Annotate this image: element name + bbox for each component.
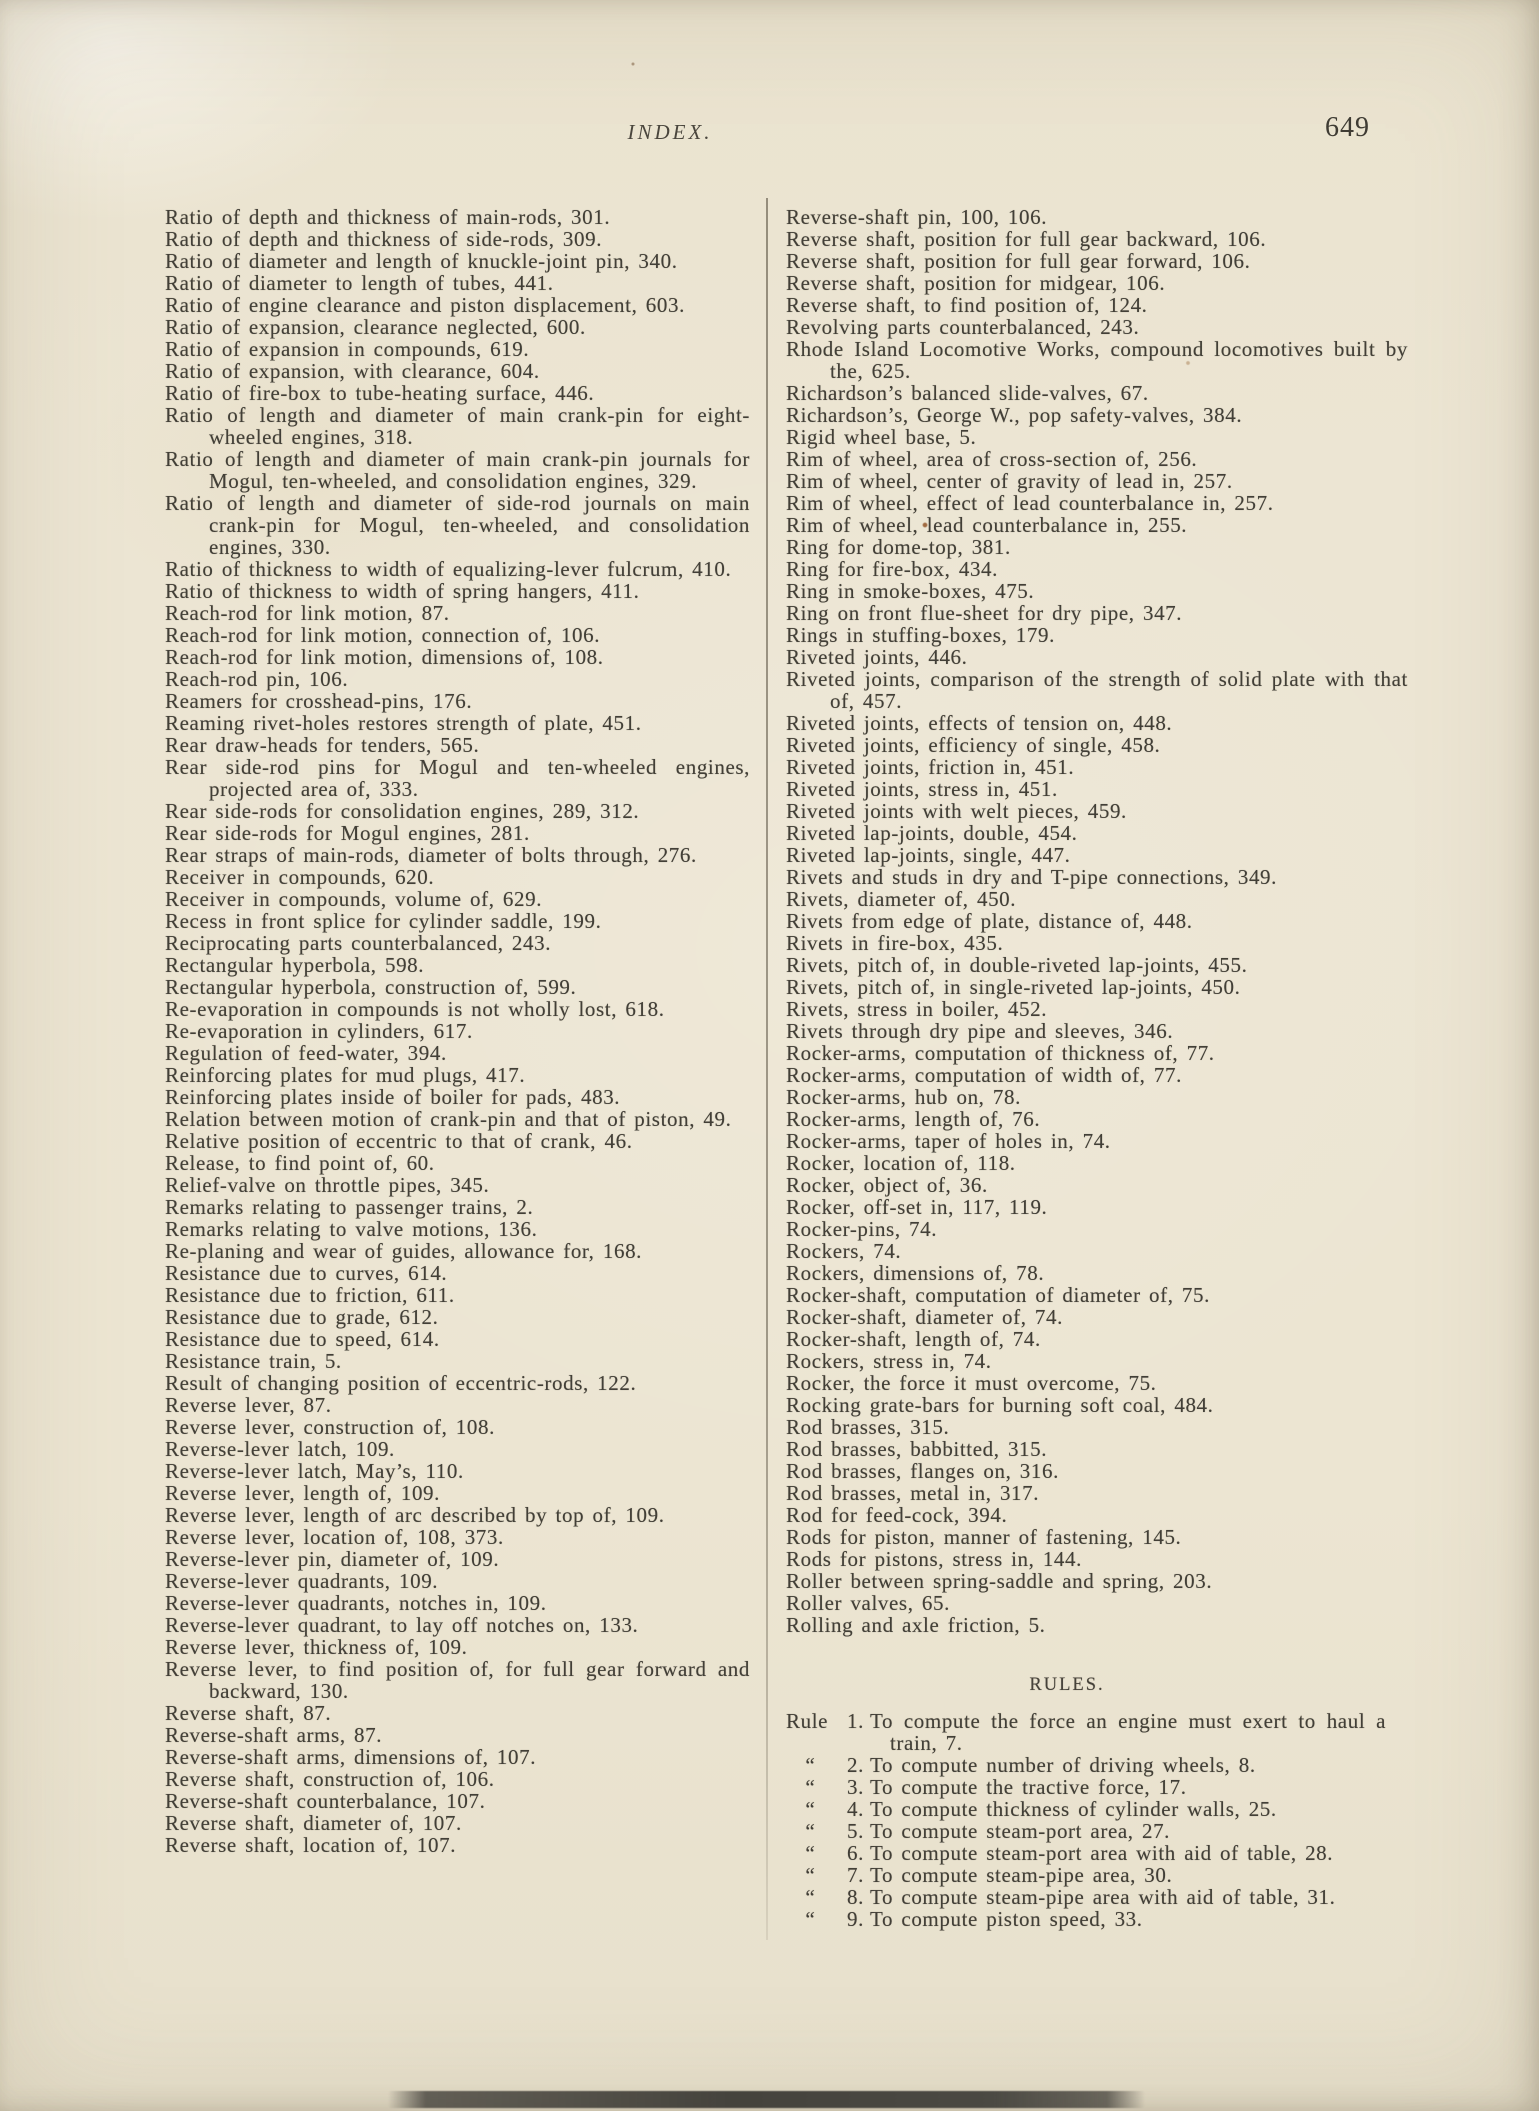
index-entry: Ratio of length and diameter of main crank-pin journals for Mogul, ten-wheeled, and consolidation engines, 329. — [165, 447, 750, 493]
index-entry: Rim of wheel, effect of lead counterbalance in, 257. — [786, 491, 1274, 515]
index-entry: Rear straps of main-rods, diameter of bolts through, 276. — [165, 843, 697, 867]
index-entry: Resistance train, 5. — [165, 1349, 342, 1373]
index-entry: Ratio of depth and thickness of side-rods, 309. — [165, 227, 603, 251]
index-entry: Reverse-lever quadrants, 109. — [165, 1569, 439, 1593]
index-entry: Reverse lever, 87. — [165, 1393, 332, 1417]
index-entry: Rhode Island Locomotive Works, compound locomotives built by the, 625. — [786, 337, 1408, 383]
index-entry: Riveted joints, friction in, 451. — [786, 755, 1075, 779]
index-entry: Rod for feed-cock, 394. — [786, 1503, 1008, 1527]
index-entry: Reverse-shaft pin, 100, 106. — [786, 205, 1048, 229]
running-head: INDEX. — [627, 120, 713, 144]
index-entry: Riveted joints, 446. — [786, 645, 968, 669]
index-entry: Ratio of expansion, with clearance, 604. — [165, 359, 540, 383]
rule-item — [786, 1864, 1386, 1886]
rule-item — [786, 1842, 1386, 1864]
index-entry: Riveted joints, stress in, 451. — [786, 777, 1058, 801]
index-entry: Reverse shaft, position for full gear backward, 106. — [786, 227, 1267, 251]
index-entry: Resistance due to friction, 611. — [165, 1283, 455, 1307]
index-entry: Ratio of engine clearance and piston displacement, 603. — [165, 293, 685, 317]
ditto-mark: “ — [805, 1863, 813, 1887]
index-entry: Rivets, stress in boiler, 452. — [786, 997, 1048, 1021]
index-entry: Relief-valve on throttle pipes, 345. — [165, 1173, 490, 1197]
rule-item — [786, 1754, 1386, 1776]
index-entry: Rocker-arms, taper of holes in, 74. — [786, 1129, 1111, 1153]
index-entry: Rockers, stress in, 74. — [786, 1349, 992, 1373]
index-entry: Reverse shaft, position for full gear forward, 106. — [786, 249, 1251, 273]
index-entry: Ratio of expansion, clearance neglected, 600. — [165, 315, 586, 339]
index-entry: Rim of wheel, center of gravity of lead in, 257. — [786, 469, 1233, 493]
index-entry: Reverse shaft, position for midgear, 106. — [786, 271, 1166, 295]
index-entry: Reverse lever, thickness of, 109. — [165, 1635, 468, 1659]
index-entry: Rivets, pitch of, in double-riveted lap-joints, 455. — [786, 953, 1248, 977]
index-entry: Rings in stuffing-boxes, 179. — [786, 623, 1055, 647]
index-entry: Rocking grate-bars for burning soft coal, 484. — [786, 1393, 1214, 1417]
rule-text: To compute steam-port area with aid of table, 28. — [870, 1841, 1334, 1865]
page-number: 649 — [1325, 112, 1370, 143]
index-entry: Reverse-shaft arms, dimensions of, 107. — [165, 1745, 537, 1769]
index-entry: Rods for pistons, stress in, 144. — [786, 1547, 1082, 1571]
index-entry: Riveted joints with welt pieces, 459. — [786, 799, 1127, 823]
rule-item — [786, 1798, 1386, 1820]
index-entry: Rocker, location of, 118. — [786, 1151, 1016, 1175]
index-entry: Rocker, object of, 36. — [786, 1173, 988, 1197]
rule-number: 4. — [847, 1797, 864, 1821]
index-entry: Rocker-shaft, computation of diameter of, 75. — [786, 1283, 1210, 1307]
index-entry: Rivets and studs in dry and T-pipe connections, 349. — [786, 865, 1277, 889]
index-entry: Reach-rod for link motion, dimensions of, 108. — [165, 645, 604, 669]
index-entry: Roller between spring-saddle and spring, 203. — [786, 1569, 1213, 1593]
rule-text: To compute steam-pipe area, 30. — [870, 1863, 1173, 1887]
index-entry: Remarks relating to passenger trains, 2. — [165, 1195, 534, 1219]
index-entry: Reamers for crosshead-pins, 176. — [165, 689, 473, 713]
index-entry: Rectangular hyperbola, 598. — [165, 953, 425, 977]
rule-text: To compute thickness of cylinder walls, 25. — [870, 1797, 1277, 1821]
index-entry: Rocker-arms, hub on, 78. — [786, 1085, 1021, 1109]
index-column-right — [786, 206, 1408, 1930]
index-entry: Reverse shaft, diameter of, 107. — [165, 1811, 462, 1835]
index-entry: Reverse-lever latch, 109. — [165, 1437, 395, 1461]
rules-heading: RULES. — [1029, 1675, 1105, 1695]
index-entry: Release, to find point of, 60. — [165, 1151, 435, 1175]
index-entry: Reverse-lever pin, diameter of, 109. — [165, 1547, 500, 1571]
index-entry: Reverse lever, length of, 109. — [165, 1481, 440, 1505]
column-divider-rule — [766, 198, 768, 1940]
rule-item — [786, 1908, 1386, 1930]
index-entry: Reverse shaft, to find position of, 124. — [786, 293, 1148, 317]
rule-number: 1. — [847, 1709, 864, 1733]
index-entry: Rocker, the force it must overcome, 75. — [786, 1371, 1157, 1395]
index-entry: Ring for dome-top, 381. — [786, 535, 1011, 559]
index-entry: Rolling and axle friction, 5. — [786, 1613, 1046, 1637]
rule-text: To compute the force an engine must exert to haul a train, 7. — [870, 1709, 1386, 1755]
rule-item — [786, 1710, 1386, 1754]
index-entry: Reverse-lever latch, May’s, 110. — [165, 1459, 464, 1483]
index-entry: Rear side-rods for consolidation engines, 289, 312. — [165, 799, 640, 823]
index-entry: Ring on front flue-sheet for dry pipe, 347. — [786, 601, 1183, 625]
index-entry: Ratio of fire-box to tube-heating surface, 446. — [165, 381, 595, 405]
index-entry: Riveted joints, effects of tension on, 448. — [786, 711, 1173, 735]
index-entry: Rear draw-heads for tenders, 565. — [165, 733, 480, 757]
index-entry: Receiver in compounds, 620. — [165, 865, 435, 889]
index-entry: Reverse lever, construction of, 108. — [165, 1415, 495, 1439]
index-entry: Reverse lever, length of arc described by top of, 109. — [165, 1503, 665, 1527]
index-entry: Riveted lap-joints, single, 447. — [786, 843, 1071, 867]
index-entry: Revolving parts counterbalanced, 243. — [786, 315, 1140, 339]
index-entry: Relation between motion of crank-pin and that of piston, 49. — [165, 1107, 732, 1131]
ditto-mark: “ — [805, 1775, 813, 1799]
index-entry: Rockers, 74. — [786, 1239, 902, 1263]
index-entry: Re-planing and wear of guides, allowance for, 168. — [165, 1239, 643, 1263]
index-entry: Reverse-lever quadrant, to lay off notches on, 133. — [165, 1613, 639, 1637]
index-entry: Receiver in compounds, volume of, 629. — [165, 887, 543, 911]
index-entry: Resistance due to curves, 614. — [165, 1261, 448, 1285]
rule-number: 3. — [847, 1775, 864, 1799]
index-entry: Reverse shaft, 87. — [165, 1701, 332, 1725]
scan-bottom-edge-shadow — [388, 2091, 1145, 2108]
index-entry: Rocker-pins, 74. — [786, 1217, 938, 1241]
index-entry: Re-evaporation in compounds is not wholly lost, 618. — [165, 997, 665, 1021]
index-entry: Rocker-arms, computation of thickness of, 77. — [786, 1041, 1215, 1065]
index-entry: Rivets in fire-box, 435. — [786, 931, 1004, 955]
ditto-mark: “ — [805, 1753, 813, 1777]
index-entry: Regulation of feed-water, 394. — [165, 1041, 447, 1065]
index-entry: Rocker-shaft, diameter of, 74. — [786, 1305, 1063, 1329]
index-entry: Rod brasses, babbitted, 315. — [786, 1437, 1048, 1461]
index-entry: Rim of wheel, lead counterbalance in, 255. — [786, 513, 1188, 537]
index-entry: Rivets through dry pipe and sleeves, 346. — [786, 1019, 1174, 1043]
index-entry: Ratio of thickness to width of equalizing-lever fulcrum, 410. — [165, 557, 732, 581]
index-entry: Reverse-shaft arms, 87. — [165, 1723, 383, 1747]
index-entry: Reach-rod for link motion, 87. — [165, 601, 450, 625]
rule-number: 6. — [847, 1841, 864, 1865]
index-entry: Rods for piston, manner of fastening, 145. — [786, 1525, 1182, 1549]
index-entry: Riveted joints, comparison of the strength of solid plate with that of, 457. — [786, 667, 1408, 713]
rule-item — [786, 1776, 1386, 1798]
ditto-mark: “ — [805, 1907, 813, 1931]
index-entry: Ring in smoke-boxes, 475. — [786, 579, 1035, 603]
index-entry: Reciprocating parts counterbalanced, 243. — [165, 931, 552, 955]
index-entry: Recess in front splice for cylinder saddle, 199. — [165, 909, 602, 933]
rule-number: 9. — [847, 1907, 864, 1931]
index-entry: Ratio of expansion in compounds, 619. — [165, 337, 530, 361]
rule-text: To compute steam-pipe area with aid of table, 31. — [870, 1885, 1336, 1909]
index-entry: Riveted joints, efficiency of single, 458. — [786, 733, 1161, 757]
index-entry: Rod brasses, metal in, 317. — [786, 1481, 1040, 1505]
index-entry: Richardson’s, George W., pop safety-valves, 384. — [786, 403, 1243, 427]
ditto-mark: “ — [805, 1885, 813, 1909]
index-column-left — [165, 206, 750, 1856]
index-entry: Rivets, pitch of, in single-riveted lap-joints, 450. — [786, 975, 1241, 999]
rule-item — [786, 1886, 1386, 1908]
index-entry: Result of changing position of eccentric-rods, 122. — [165, 1371, 637, 1395]
rule-text: To compute steam-port area, 27. — [870, 1819, 1171, 1843]
index-entry: Roller valves, 65. — [786, 1591, 950, 1615]
index-entry: Rocker-shaft, length of, 74. — [786, 1327, 1041, 1351]
index-entry: Reinforcing plates inside of boiler for pads, 483. — [165, 1085, 621, 1109]
rules-list — [786, 1710, 1386, 1930]
index-entry: Rocker-arms, computation of width of, 77. — [786, 1063, 1182, 1087]
index-entry: Ring for fire-box, 434. — [786, 557, 999, 581]
index-entry: Re-evaporation in cylinders, 617. — [165, 1019, 473, 1043]
index-entry: Ratio of length and diameter of side-rod journals on main crank-pin for Mogul, ten-wheeled, and consolidation engines, 330. — [165, 491, 750, 559]
index-entry: Reaming rivet-holes restores strength of plate, 451. — [165, 711, 642, 735]
rule-text: To compute number of driving wheels, 8. — [870, 1753, 1256, 1777]
ditto-mark: “ — [805, 1797, 813, 1821]
rule-item — [786, 1820, 1386, 1842]
index-entry: Rod brasses, 315. — [786, 1415, 950, 1439]
rule-text: To compute piston speed, 33. — [870, 1907, 1143, 1931]
index-entry: Ratio of thickness to width of spring hangers, 411. — [165, 579, 640, 603]
index-entry: Rear side-rods for Mogul engines, 281. — [165, 821, 530, 845]
index-entry: Resistance due to grade, 612. — [165, 1305, 439, 1329]
rule-text: To compute the tractive force, 17. — [870, 1775, 1187, 1799]
index-entry: Rod brasses, flanges on, 316. — [786, 1459, 1059, 1483]
index-entry: Reverse shaft, location of, 107. — [165, 1833, 457, 1857]
index-entry: Rear side-rod pins for Mogul and ten-wheeled engines, projected area of, 333. — [165, 755, 750, 801]
index-entry: Ratio of diameter to length of tubes, 441. — [165, 271, 554, 295]
rule-lead-label: Rule — [786, 1709, 829, 1733]
index-entry: Relative position of eccentric to that of crank, 46. — [165, 1129, 633, 1153]
rules-section — [786, 1674, 1408, 1930]
index-entry: Reverse lever, to find position of, for full gear forward and backward, 130. — [165, 1657, 750, 1703]
index-entry: Reinforcing plates for mud plugs, 417. — [165, 1063, 526, 1087]
index-entry: Rocker, off-set in, 117, 119. — [786, 1195, 1048, 1219]
index-entry: Reach-rod for link motion, connection of, 106. — [165, 623, 601, 647]
rule-number: 8. — [847, 1885, 864, 1909]
index-entry: Reverse shaft, construction of, 106. — [165, 1767, 495, 1791]
index-entry: Reverse-shaft counterbalance, 107. — [165, 1789, 486, 1813]
index-entry: Riveted lap-joints, double, 454. — [786, 821, 1078, 845]
index-entry: Rockers, dimensions of, 78. — [786, 1261, 1045, 1285]
index-entry: Ratio of diameter and length of knuckle-joint pin, 340. — [165, 249, 678, 273]
index-entry: Reach-rod pin, 106. — [165, 667, 349, 691]
index-entry: Remarks relating to valve motions, 136. — [165, 1217, 538, 1241]
index-entry: Ratio of length and diameter of main crank-pin for eight-wheeled engines, 318. — [165, 403, 750, 449]
index-entry: Rim of wheel, area of cross-section of, 256. — [786, 447, 1198, 471]
index-entry: Reverse lever, location of, 108, 373. — [165, 1525, 504, 1549]
index-entry: Rigid wheel base, 5. — [786, 425, 977, 449]
index-entry: Richardson’s balanced slide-valves, 67. — [786, 381, 1149, 405]
index-entry: Rectangular hyperbola, construction of, 599. — [165, 975, 577, 999]
index-entry: Rivets from edge of plate, distance of, 448. — [786, 909, 1193, 933]
index-entries-right — [786, 206, 1408, 1636]
index-entry: Reverse-lever quadrants, notches in, 109. — [165, 1591, 547, 1615]
rule-number: 7. — [847, 1863, 864, 1887]
ditto-mark: “ — [805, 1819, 813, 1843]
index-entry: Resistance due to speed, 614. — [165, 1327, 440, 1351]
rule-number: 2. — [847, 1753, 864, 1777]
rule-number: 5. — [847, 1819, 864, 1843]
index-entry: Ratio of depth and thickness of main-rods, 301. — [165, 205, 611, 229]
ditto-mark: “ — [805, 1841, 813, 1865]
index-entry: Rocker-arms, length of, 76. — [786, 1107, 1041, 1131]
index-entry: Rivets, diameter of, 450. — [786, 887, 1017, 911]
